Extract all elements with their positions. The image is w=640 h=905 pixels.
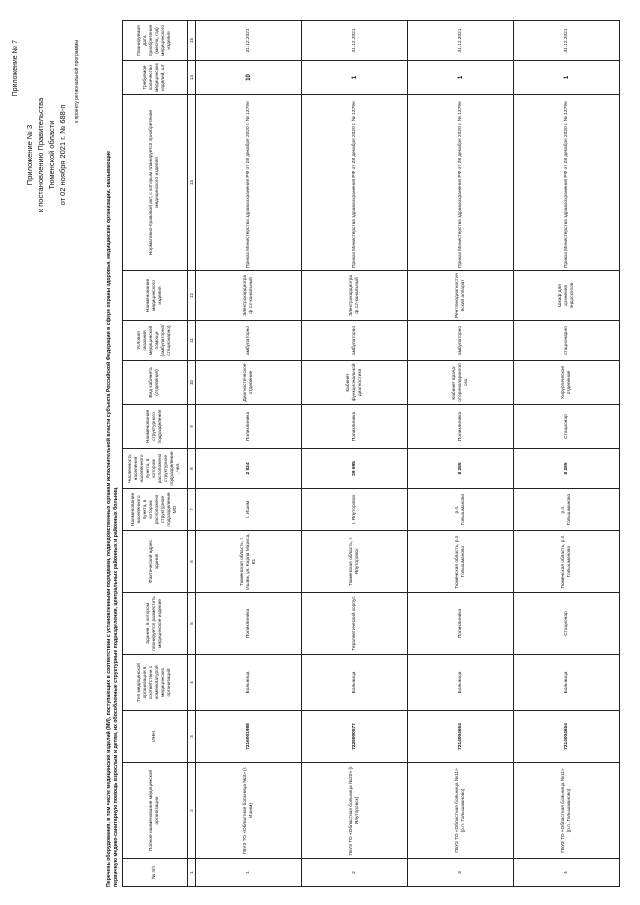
cell-population: 8 285 — [514, 449, 620, 489]
table-row — [302, 21, 408, 887]
cell-unit: Поликлиника — [302, 405, 408, 449]
header-line: от 02 ноября 2021 г. № 688-п — [58, 104, 67, 206]
header-line: к постановлению Правительства — [36, 97, 45, 213]
cell-address: Тюменская область, г. Ишим, ул. Карла Маркса, 81 — [196, 531, 302, 593]
row-number: 4 — [514, 859, 620, 887]
cell-unit: Поликлиника — [196, 405, 302, 449]
column-number: 9 — [188, 405, 196, 449]
column-number: 2 — [188, 763, 196, 859]
cell-unit: Поликлиника — [408, 405, 514, 449]
cell-conditions: амбулаторно — [408, 321, 514, 361]
cell-date: 31.12.2021 — [196, 21, 302, 61]
table-header-row — [123, 21, 188, 887]
resolution-header — [24, 80, 68, 230]
cell-settlement: р.п. Голышманово — [408, 489, 514, 531]
cell-conditions: амбулаторно — [302, 321, 408, 361]
cell-quantity: 1 — [514, 61, 620, 95]
column-header: Требуемое количество медицинских изделий, шт — [123, 61, 188, 95]
cell-building: Поликлиника — [196, 593, 302, 655]
column-number: 13 — [188, 95, 196, 271]
column-header: Вид кабинета (отделения) — [123, 361, 188, 405]
column-header: Нормативно-правовой акт, с которым планируется приобретение медицинского изделия — [123, 95, 188, 271]
cell-device: Электрокардиограф 12-канальный — [302, 271, 408, 321]
column-number: 8 — [188, 449, 196, 489]
column-number: 7 — [188, 489, 196, 531]
cell-inn: 7214004654 — [514, 711, 620, 763]
cell-org-name: ГБУЗ ТО «Областная больница №3» (г. Ишим) — [196, 763, 302, 859]
row-number: 3 — [408, 859, 514, 887]
column-number: 15 — [188, 21, 196, 61]
cell-settlement: г. Ишим — [196, 489, 302, 531]
column-header: № п/п — [123, 859, 188, 887]
column-header: Тип медицинской организации в соответствии с номенклатурой медицинских организаций — [123, 655, 188, 711]
header-line: Приложение № 3 — [25, 124, 34, 186]
cell-unit: Стационар — [514, 405, 620, 449]
table-row — [408, 21, 514, 887]
column-number: 3 — [188, 711, 196, 763]
cell-device: Рентгенодиагностический аппарат — [408, 271, 514, 321]
cell-address: Тюменская область, р.п. Голышманово — [408, 531, 514, 593]
column-header: Наименование структурного подразделения — [123, 405, 188, 449]
row-number: 1 — [196, 859, 302, 887]
cell-date: 31.12.2021 — [514, 21, 620, 61]
table-row — [514, 21, 620, 887]
cell-org-type: Больница — [302, 655, 408, 711]
cell-conditions: амбулаторно — [196, 321, 302, 361]
column-header: Условия оказания медицинской помощи (амбулаторно/стационарно) — [123, 321, 188, 361]
cell-cabinet: Хирургическое отделение — [514, 361, 620, 405]
cell-org-type: Больница — [408, 655, 514, 711]
cell-org-name: ГБУЗ ТО «Областная больница №11» (р.п. Голышманово) — [408, 763, 514, 859]
column-number: 4 — [188, 655, 196, 711]
cell-settlement: р.п. Голышманово — [514, 489, 620, 531]
cell-legal-act: Приказ Министерства здравоохранения РФ от 28 декабря 2020 г. № 1379н — [408, 95, 514, 271]
program-note: к проекту региональной программы — [74, 40, 80, 123]
cell-address: Тюменская область, г. Ялуторовск — [302, 531, 408, 593]
cell-cabinet: Кабинет врача-оториноларинголога — [408, 361, 514, 405]
column-number: 1 — [188, 859, 196, 887]
column-header: Фактический адрес здания — [123, 531, 188, 593]
column-number: 11 — [188, 321, 196, 361]
cell-building: Стационар — [514, 593, 620, 655]
row-number: 2 — [302, 859, 408, 887]
cell-inn: 7214004654 — [408, 711, 514, 763]
cell-population: 39 695 — [302, 449, 408, 489]
cell-date: 31.12.2021 — [302, 21, 408, 61]
column-header: Наименование населенного пункта, в котором расположено структурное подразделение МО — [123, 489, 188, 531]
cell-conditions: стационарно — [514, 321, 620, 361]
cell-address: Тюменская область, р.п. Голышманово — [514, 531, 620, 593]
cell-building: Терапевтический корпус — [302, 593, 408, 655]
column-header: ИНН — [123, 711, 188, 763]
column-number: 14 — [188, 61, 196, 95]
cell-quantity: 1 — [408, 61, 514, 95]
column-header: Планируемая дата приобретения (месяц, год) медицинского изделия — [123, 21, 188, 61]
cell-legal-act: Приказ Министерства здравоохранения РФ от 28 декабря 2020 г. № 1379н — [514, 95, 620, 271]
cell-population: 8 285 — [408, 449, 514, 489]
column-header: Полное наименование медицинской организации — [123, 763, 188, 859]
header-line: Тюменской области — [47, 120, 56, 190]
cell-org-type: Больница — [196, 655, 302, 711]
appendix-number: Приложение № 7 — [12, 40, 19, 97]
column-number-row — [188, 21, 196, 887]
cell-device: Электрокардиограф 12-канальный — [196, 271, 302, 321]
cell-org-type: Больница — [514, 655, 620, 711]
equipment-table — [122, 20, 620, 887]
column-number: 6 — [188, 531, 196, 593]
column-header: Здание, в котором планируется разместить медицинское изделие — [123, 593, 188, 655]
cell-org-name: ГБУЗ ТО «Областная больница №20» (г. Ялуторовск) — [302, 763, 408, 859]
cell-org-name: ГБУЗ ТО «Областная больница №11» (р.п. Голышманово) — [514, 763, 620, 859]
column-number: 5 — [188, 593, 196, 655]
cell-inn: 7216001988 — [196, 711, 302, 763]
cell-building: Поликлиника — [408, 593, 514, 655]
cell-cabinet: Кабинет функциональной диагностики — [302, 361, 408, 405]
cell-legal-act: Приказ Министерства здравоохранения РФ от 28 декабря 2020 г. № 1379н — [196, 95, 302, 271]
table-row — [196, 21, 302, 887]
cell-settlement: г. Ялуторовск — [302, 489, 408, 531]
column-number: 10 — [188, 361, 196, 405]
cell-quantity: 1 — [302, 61, 408, 95]
column-header: Численность населения населенного пункта, в котором расположено структурное подразделение, чел. — [123, 449, 188, 489]
cell-cabinet: Диагностическое отделение — [196, 361, 302, 405]
table-caption: Перечень оборудования, в том числе медицинских изделий (МИ), поступающих в соответствии с установленными порядками, подведомственных органам исполнительной власти субъекта Российской Федерации в сфере охраны здоровья, медицинские организации, оказывающие первичную медико-санитарную помощь взрослым и детям, их обособленные структурные подразделения, центральных районных и районных больниц — [106, 150, 119, 887]
cell-quantity: 10 — [196, 61, 302, 95]
cell-legal-act: Приказ Министерства здравоохранения РФ от 28 декабря 2020 г. № 1379н — [302, 95, 408, 271]
cell-date: 31.12.2021 — [408, 21, 514, 61]
cell-inn: 7228000577 — [302, 711, 408, 763]
column-header: Наименование медицинского изделия — [123, 271, 188, 321]
cell-device: Шкаф для хранения эндоскопов — [514, 271, 620, 321]
column-number: 12 — [188, 271, 196, 321]
cell-population: 2 824 — [196, 449, 302, 489]
